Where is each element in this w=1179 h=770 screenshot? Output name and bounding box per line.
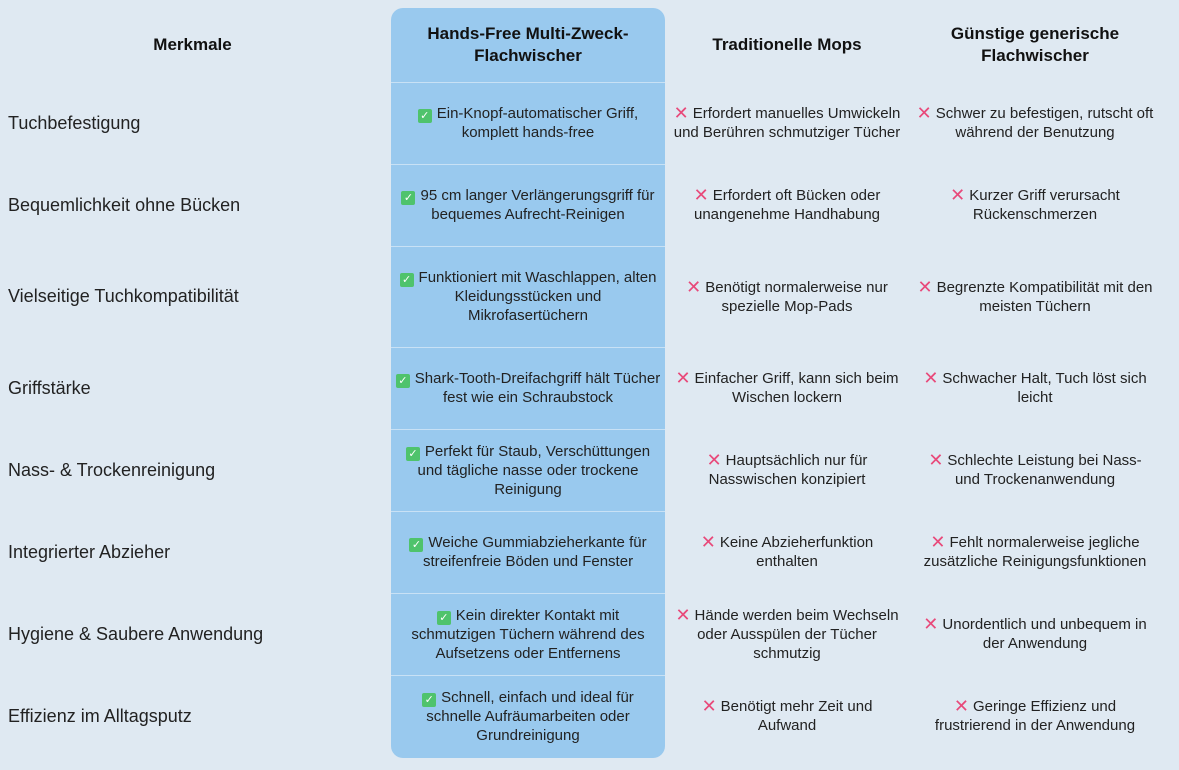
feature-label: Bequemlichkeit ohne Bücken xyxy=(8,194,241,215)
x-icon: ✕ xyxy=(686,276,702,297)
cell-text: Schwacher Halt, Tuch löst sich leicht xyxy=(942,370,1147,406)
x-icon: ✕ xyxy=(675,604,691,625)
cell-generic xyxy=(914,347,1156,429)
cell-text: Hände werden beim Wechseln oder Ausspülen der Tücher schmutzig xyxy=(694,606,899,662)
feature-label: Tuchbefestigung xyxy=(8,112,141,133)
table-row xyxy=(0,593,1179,675)
cell-text: Perfekt für Staub, Verschüttungen und tägliche nasse oder trockene Reinigung xyxy=(417,442,651,498)
check-icon: ✓ xyxy=(418,109,432,123)
cell-generic xyxy=(914,511,1156,593)
cell-text: Benötigt mehr Zeit und Aufwand xyxy=(720,698,873,734)
cell-text: Kurzer Griff verursacht Rückenschmerzen xyxy=(969,187,1120,223)
cell-generic xyxy=(914,82,1156,164)
table-row xyxy=(0,347,1179,429)
check-icon: ✓ xyxy=(422,693,436,707)
cell-hands-free xyxy=(395,246,661,347)
cell-traditional xyxy=(672,675,902,757)
check-icon: ✓ xyxy=(409,538,423,552)
cell-traditional xyxy=(672,347,902,429)
check-icon: ✓ xyxy=(406,447,420,461)
feature-label: Integrierter Abzieher xyxy=(8,541,171,562)
x-icon: ✕ xyxy=(701,696,717,716)
cell-traditional xyxy=(672,593,902,675)
x-icon: ✕ xyxy=(916,103,932,123)
cell-generic xyxy=(914,593,1156,675)
cell-traditional xyxy=(672,246,902,347)
cell-text: Schlechte Leistung bei Nass- und Trockenanwendung xyxy=(947,452,1142,488)
x-icon: ✕ xyxy=(953,696,969,716)
x-icon: ✕ xyxy=(930,532,946,552)
table-row xyxy=(0,511,1179,593)
cell-text: Schnell, einfach und ideal für schnelle Aufräumarbeiten oder Grundreinigung xyxy=(426,688,634,744)
cell-text: Fehlt normalerweise jegliche zusätzliche Reinigungsfunktionen xyxy=(923,534,1147,570)
cell-text: Geringe Effizienz und frustrierend in der Anwendung xyxy=(934,698,1136,734)
x-icon: ✕ xyxy=(917,276,933,297)
cell-traditional xyxy=(672,82,902,164)
cell-text: Benötigt normalerweise nur spezielle Mop-Pads xyxy=(705,278,888,315)
x-icon: ✕ xyxy=(700,532,716,552)
cell-traditional xyxy=(672,429,902,511)
cell-traditional xyxy=(672,164,902,246)
cell-hands-free xyxy=(395,511,661,593)
cell-text: Keine Abzieherfunktion enthalten xyxy=(719,534,874,570)
cell-text: Begrenzte Kompatibilität mit den meisten Tüchern xyxy=(936,278,1153,315)
cell-text: Hauptsächlich nur für Nasswischen konzipiert xyxy=(708,452,868,488)
cell-hands-free xyxy=(395,675,661,757)
cell-hands-free xyxy=(395,82,661,164)
check-icon: ✓ xyxy=(396,374,410,388)
x-icon: ✕ xyxy=(673,103,689,123)
x-icon: ✕ xyxy=(950,185,966,205)
x-icon: ✕ xyxy=(923,614,939,634)
cell-generic xyxy=(914,164,1156,246)
check-icon: ✓ xyxy=(437,611,451,625)
header-hands-free: Hands-Free Multi-Zweck-Flachwischer xyxy=(427,24,629,65)
x-icon: ✕ xyxy=(706,450,722,470)
feature-label: Hygiene & Saubere Anwendung xyxy=(8,623,264,644)
cell-traditional xyxy=(672,511,902,593)
cell-hands-free xyxy=(395,429,661,511)
feature-label: Nass- & Trockenreinigung xyxy=(8,459,216,480)
cell-hands-free xyxy=(395,593,661,675)
table-row xyxy=(0,82,1179,164)
x-icon: ✕ xyxy=(693,185,709,205)
table-row xyxy=(0,675,1179,757)
x-icon: ✕ xyxy=(923,368,939,388)
cell-text: Ein-Knopf-automatischer Griff, komplett hands-free xyxy=(436,105,639,141)
cell-hands-free xyxy=(395,347,661,429)
table-row xyxy=(0,164,1179,246)
header-generic: Günstige generische Flachwischer xyxy=(950,24,1120,65)
feature-label: Vielseitige Tuchkompatibilität xyxy=(8,286,239,306)
table-row xyxy=(0,429,1179,511)
table-row xyxy=(0,246,1179,347)
cell-text: Schwer zu befestigen, rutscht oft während der Benutzung xyxy=(935,105,1154,141)
x-icon: ✕ xyxy=(675,368,691,388)
header-traditional: Traditionelle Mops xyxy=(712,35,862,54)
cell-text: Erfordert oft Bücken oder unangenehme Handhabung xyxy=(694,187,881,223)
cell-text: Weiche Gummiabzieherkante für streifenfreie Böden und Fenster xyxy=(422,534,647,570)
cell-generic xyxy=(914,429,1156,511)
check-icon: ✓ xyxy=(400,273,414,287)
cell-text: Unordentlich und unbequem in der Anwendung xyxy=(942,616,1147,652)
feature-label: Effizienz im Alltagsputz xyxy=(8,705,192,726)
cell-generic xyxy=(914,246,1156,347)
cell-text: Shark-Tooth-Dreifachgriff hält Tücher fest wie ein Schraubstock xyxy=(414,370,661,406)
header-feature: Merkmale xyxy=(153,35,232,54)
cell-text: 95 cm langer Verlängerungsgriff für bequemes Aufrecht-Reinigen xyxy=(420,187,655,223)
cell-text: Funktioniert mit Waschlappen, alten Kleidungsstücken und Mikrofasertüchern xyxy=(418,269,657,324)
check-icon: ✓ xyxy=(401,191,415,205)
cell-generic xyxy=(914,675,1156,757)
cell-text: Einfacher Griff, kann sich beim Wischen lockern xyxy=(694,370,899,406)
feature-label: Griffstärke xyxy=(8,377,91,398)
cell-text: Kein direkter Kontakt mit schmutzigen Tüchern während des Aufsetzens oder Entfernens xyxy=(411,606,645,662)
x-icon: ✕ xyxy=(928,450,944,470)
cell-text: Erfordert manuelles Umwickeln und Berühren schmutziger Tücher xyxy=(673,105,901,141)
cell-hands-free xyxy=(395,164,661,246)
